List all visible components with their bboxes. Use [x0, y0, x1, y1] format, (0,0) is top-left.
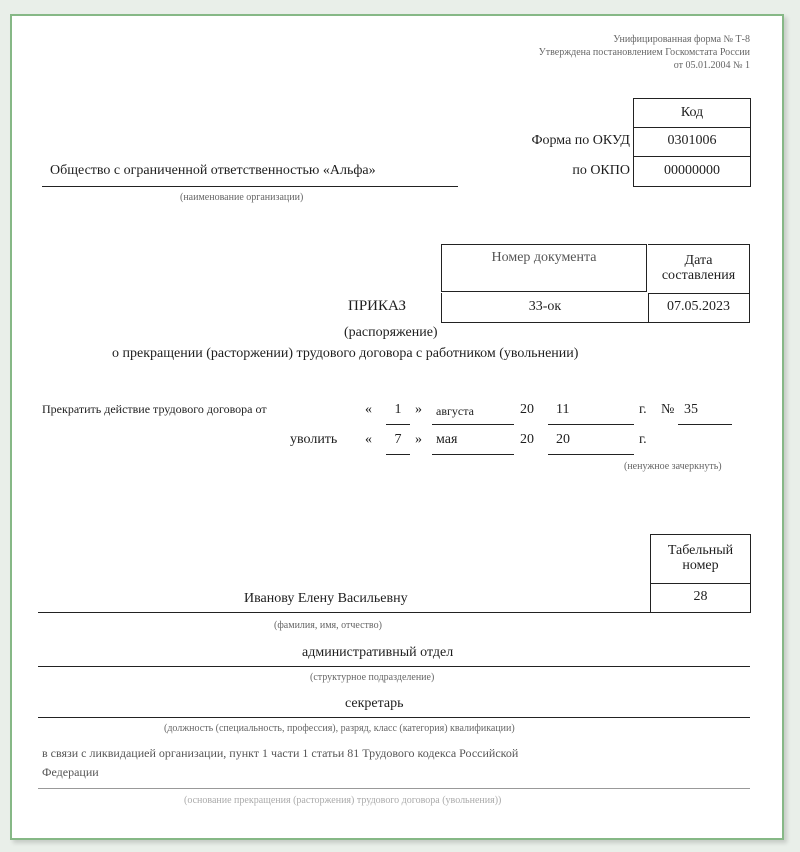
- terminate-quote-open: «: [365, 402, 372, 417]
- position-caption: (должность (специальность, профессия), разряд, класс (категория) квалификации): [164, 723, 515, 734]
- employee-name: Иванову Елену Васильевну: [244, 591, 408, 606]
- doc-date-header-cell: [648, 244, 750, 294]
- dismiss-label: уволить: [290, 432, 338, 447]
- dismiss-day-underline: [386, 454, 410, 455]
- terminate-year-prefix: 20: [520, 402, 534, 417]
- dismiss-day: 7: [394, 432, 402, 447]
- dismiss-year-underline: [548, 454, 634, 455]
- terminate-number-label: №: [661, 402, 675, 417]
- form-approval-line3: от 05.01.2004 № 1: [673, 60, 750, 71]
- employee-name-underline: [38, 612, 650, 613]
- terminate-number-underline: [678, 424, 732, 425]
- doc-number-header-cell: [441, 244, 647, 292]
- position-underline: [38, 717, 750, 718]
- doc-number-header: Номер документа: [491, 250, 597, 265]
- doc-date-value: 07.05.2023: [667, 299, 730, 315]
- okud-value-cell: [633, 127, 751, 157]
- tab-number-header-line2: номер: [682, 558, 719, 573]
- grounds-underline: [38, 788, 750, 789]
- okpo-value: 00000000: [664, 163, 720, 179]
- terminate-day-underline: [386, 424, 410, 425]
- strike-unneeded-caption: (ненужное зачеркнуть): [624, 461, 722, 472]
- department-underline: [38, 666, 750, 667]
- okpo-label: по ОКПО: [572, 163, 630, 178]
- employee-position: секретарь: [345, 696, 404, 711]
- organization-underline: [42, 186, 458, 187]
- dismiss-year-prefix: 20: [520, 432, 534, 447]
- okud-label: Форма по ОКУД: [531, 133, 630, 148]
- dismiss-year-suffix: 20: [556, 432, 570, 447]
- doc-date-cell: [648, 293, 750, 323]
- grounds-text-line2: Федерации: [42, 765, 99, 779]
- terminate-year-unit: г.: [639, 402, 647, 417]
- organization-name: Общество с ограниченной ответственностью «Альфа»: [50, 163, 376, 178]
- dismiss-quote-close: »: [415, 432, 422, 447]
- okpo-value-cell: [633, 157, 751, 187]
- terminate-day: 1: [394, 402, 402, 417]
- tab-number-cell: [650, 583, 751, 613]
- form-approval-line2: Утверждена постановлением Госкомстата России: [538, 47, 750, 58]
- order-description: о прекращении (расторжении) трудового договора с работником (увольнении): [112, 346, 579, 361]
- tab-number-header-line1: Табельный: [667, 543, 734, 559]
- dismiss-month: мая: [436, 432, 458, 447]
- order-title: ПРИКАЗ: [348, 298, 406, 314]
- terminate-label: Прекратить действие трудового договора от: [42, 402, 267, 416]
- code-header-text: Код: [680, 104, 704, 120]
- terminate-year-suffix: 11: [556, 402, 570, 417]
- dismiss-quote-open: «: [365, 432, 372, 447]
- doc-date-header-line2: составления: [661, 268, 736, 283]
- terminate-month-underline: [432, 424, 514, 425]
- tab-number-header-cell: [650, 534, 751, 584]
- dismiss-month-underline: [432, 454, 514, 455]
- grounds-text-line1: в связи с ликвидацией организации, пункт 1 части 1 статьи 81 Трудового кодекса Российской: [42, 746, 519, 760]
- code-header-cell: [633, 98, 751, 128]
- organization-caption: (наименование организации): [180, 192, 304, 203]
- doc-number-cell: [441, 293, 649, 323]
- grounds-caption: (основание прекращения (расторжения) трудового договора (увольнения)): [184, 795, 502, 806]
- terminate-number-value: 35: [684, 402, 698, 417]
- okud-value: 0301006: [667, 133, 717, 149]
- form-approval-line1: Унифицированная форма № Т-8: [613, 34, 750, 45]
- terminate-quote-close: »: [415, 402, 422, 417]
- employee-department: административный отдел: [302, 645, 454, 660]
- order-subtitle: (распоряжение): [344, 325, 438, 340]
- doc-date-header-line1: Дата: [684, 253, 713, 269]
- order-form-page: [10, 14, 784, 840]
- dismiss-year-unit: г.: [639, 432, 647, 447]
- terminate-month: августа: [436, 404, 474, 418]
- doc-number-value: 33-ок: [528, 299, 562, 315]
- terminate-year-underline: [548, 424, 634, 425]
- department-caption: (структурное подразделение): [310, 672, 435, 683]
- employee-name-caption: (фамилия, имя, отчество): [274, 620, 382, 631]
- tab-number-value: 28: [693, 589, 708, 605]
